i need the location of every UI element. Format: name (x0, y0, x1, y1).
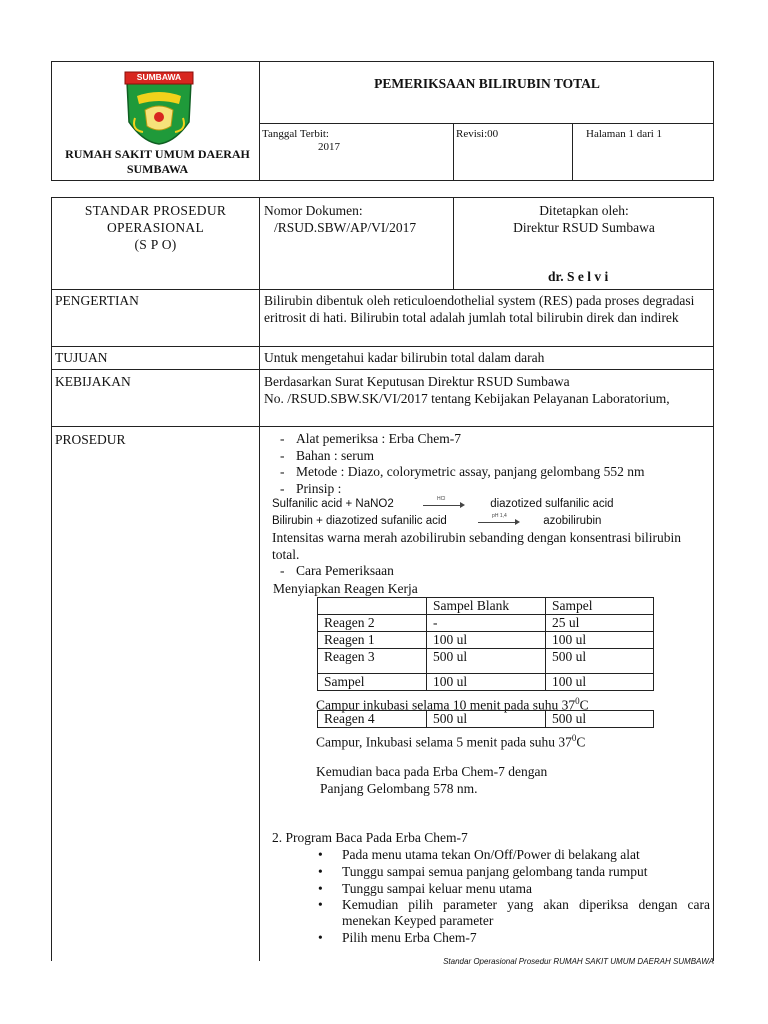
tujuan-label: TUJUAN (55, 350, 108, 365)
program-item: • Pilih menu Erba Chem-7 (316, 929, 710, 946)
reaction-1-left: Sulfanilic acid + NaNO2 (272, 498, 394, 510)
degree-sign: 0 (575, 696, 580, 706)
table-cell: Reagen 1 (318, 632, 427, 649)
table-cell: Reagen 4 (318, 711, 427, 728)
kebijakan-line2: No. /RSUD.SBW.SK/VI/2017 tentang Kebijakan Pelayanan Laboratorium, (264, 391, 670, 406)
table-cell: Sampel (318, 674, 427, 691)
document-title: PEMERIKSAAN BILIRUBIN TOTAL (374, 76, 600, 91)
celsius: C (579, 697, 589, 713)
intensitas-text: Intensitas warna merah azobilirubin sebanding dengan konsentrasi bilirubin total. (272, 530, 682, 562)
program-item: • Pada menu utama tekan On/Off/Power di belakang alat (316, 846, 710, 863)
signer-name: dr. S e l v i (548, 269, 609, 284)
tujuan-text: Untuk mengetahui kadar bilirubin total dalam darah (264, 350, 545, 365)
spo-label-line3: (S P O) (134, 237, 177, 252)
table-cell: 500 ul (427, 649, 546, 674)
spo-label-line1: STANDAR PROSEDUR (84, 203, 227, 218)
degree-sign: 0 (571, 733, 577, 743)
table-cell: 25 ul (546, 615, 654, 632)
logo-text: SUMBAWA (136, 72, 182, 82)
tanggal-terbit-value: 2017 (318, 141, 340, 153)
table-header-cell (318, 598, 427, 615)
pengertian-text: Bilirubin dibentuk oleh reticuloendothelial system (RES) pada proses degradasi eritrosit di hati. Bilirubin total adalah jumlah total bilirubin direk dan indirek (264, 293, 695, 325)
ditetapkan-value: Direktur RSUD Sumbawa (513, 220, 655, 235)
table-cell: - (427, 615, 546, 632)
ditetapkan-label: Ditetapkan oleh: (539, 203, 629, 218)
tanggal-terbit-label: Tanggal Terbit: (262, 128, 329, 140)
prosedur-list (272, 431, 712, 497)
reagent-4-table (317, 710, 654, 728)
program-item: • Tunggu sampai semua panjang gelombang tanda rumput (316, 863, 710, 880)
prosedur-item: - Alat pemeriksa : Erba Chem-7 (272, 431, 712, 448)
kebijakan-label: KEBIJAKAN (55, 374, 131, 389)
table-header-cell: Sampel (546, 598, 654, 615)
program-item: • Tunggu sampai keluar menu utama (316, 880, 710, 897)
prosedur-item: - Bahan : serum (272, 448, 712, 465)
nomor-dokumen-value: /RSUD.SBW/AP/VI/2017 (274, 220, 417, 235)
table-row (318, 711, 654, 728)
kebijakan-line1: Berdasarkan Surat Keputusan Direktur RSUD Sumbawa (264, 374, 570, 389)
pengertian-label: PENGERTIAN (55, 293, 139, 308)
table-cell: Reagen 2 (318, 615, 427, 632)
table-cell: 100 ul (546, 632, 654, 649)
prosedur-item: - Prinsip : (272, 481, 712, 498)
spo-label (52, 202, 259, 253)
cara-pemeriksaan-label: - Cara Pemeriksaan (272, 563, 394, 580)
hospital-logo (123, 70, 195, 146)
table-cell: 100 ul (427, 632, 546, 649)
campur-2 (316, 730, 585, 751)
halaman: Halaman 1 dari 1 (586, 128, 663, 140)
reaction-2-left: Bilirubin + diazotized sufanilic acid (272, 515, 447, 527)
menyiapkan-label: Menyiapkan Reagen Kerja (273, 581, 418, 596)
kemudian-line2: Panjang Gelombang 578 nm. (320, 781, 478, 796)
reaction-2-arrow: pH 1,4 (478, 516, 520, 526)
celsius: C (576, 734, 586, 750)
table-cell: 100 ul (427, 674, 546, 691)
table-cell: Reagen 3 (318, 649, 427, 674)
table-cell: 500 ul (427, 711, 546, 728)
revisi: Revisi:00 (456, 128, 499, 140)
campur-1-text: Campur inkubasi selama 10 menit pada suhu 37 (316, 697, 576, 713)
program-title: 2. Program Baca Pada Erba Chem-7 (272, 830, 468, 845)
table-cell: 100 ul (546, 674, 654, 691)
reaction-1-right: diazotized sulfanilic acid (490, 498, 614, 510)
campur-2-text: Campur, Inkubasi selama 5 menit pada suhu 37 (316, 734, 572, 750)
cara-list (272, 563, 394, 580)
reaction-2 (272, 514, 601, 528)
hospital-name: RUMAH SAKIT UMUM DAERAH SUMBAWA (65, 147, 250, 176)
table-cell: 500 ul (546, 711, 654, 728)
footer-text: Standar Operasional Prosedur RUMAH SAKIT UMUM DAERAH SUMBAWA (443, 957, 714, 966)
table-row (318, 649, 654, 674)
prosedur-item: - Metode : Diazo, colorymetric assay, panjang gelombang 552 nm (272, 464, 712, 481)
prosedur-label: PROSEDUR (55, 432, 126, 447)
table-row (318, 632, 654, 649)
reagent-table (317, 597, 654, 691)
reaction-1 (272, 497, 614, 511)
program-item: • Kemudian pilih parameter yang akan diperiksa dengan cara menekan Keyped parameter (316, 897, 710, 929)
kemudian-line1: Kemudian baca pada Erba Chem-7 dengan (316, 764, 548, 779)
table-row (318, 674, 654, 691)
table-header-row (318, 598, 654, 615)
spo-label-line2: OPERASIONAL (106, 220, 205, 235)
reaction-1-arrow: HCl (423, 499, 465, 509)
reaction-2-right: azobilirubin (543, 515, 602, 527)
table-row (318, 615, 654, 632)
nomor-dokumen-label: Nomor Dokumen: (264, 203, 363, 218)
program-list (316, 846, 710, 946)
table-header-cell: Sampel Blank (427, 598, 546, 615)
table-cell: 500 ul (546, 649, 654, 674)
